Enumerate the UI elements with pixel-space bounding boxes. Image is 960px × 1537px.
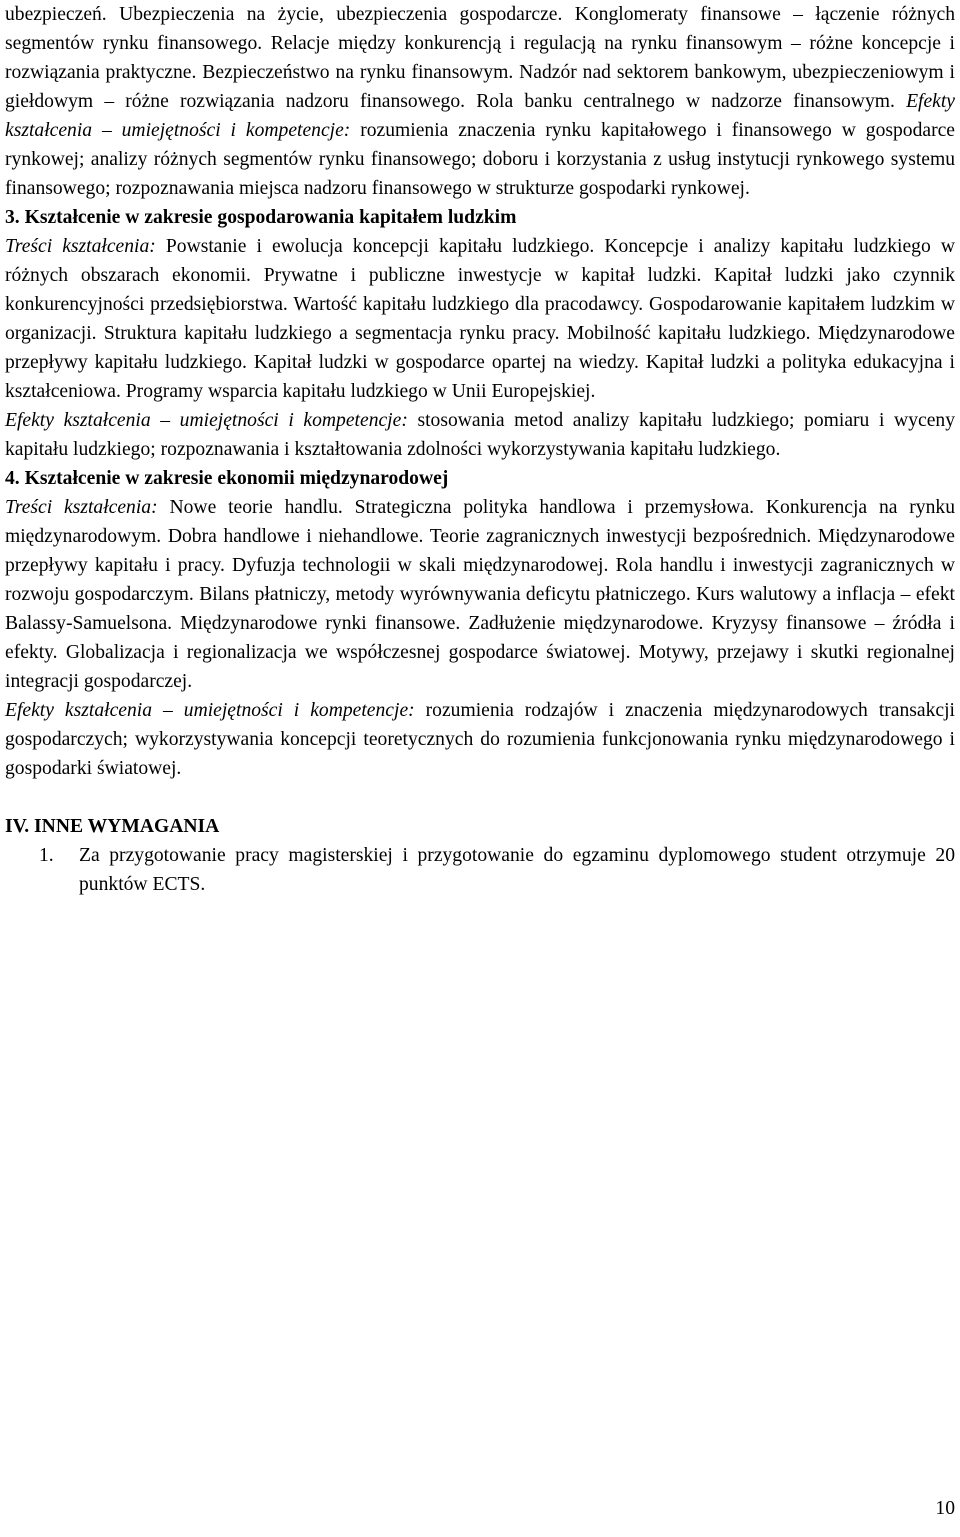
section-iv-heading: IV. INNE WYMAGANIA [5,816,220,837]
intro-text: ubezpieczeń. Ubezpieczenia na życie, ubezpieczenia gospodarcze. Konglomeraty finansowe – łączenie różnych segmentów rynku finansowego. Relacje między konkurencją i regulacją na rynku finansowym – różne koncepcje i rozwiązania praktyczne. Bezpieczeństwo na rynku finansowym. Nadzór nad sektorem bankowym, ubezpieczeniowym i giełdowym – różne rozwiązania nadzoru finansowego. Rola banku centralnego w nadzorze finansowym. [5,4,955,112]
section-4-content-text: Nowe teorie handlu. Strategiczna polityka handlowa i przemysłowa. Konkurencja na rynku międzynarodowym. Dobra handlowe i niehandlowe. Teorie zagranicznych inwestycji bezpośrednich. Międzynarodowe przepływy kapitału i pracy. Dyfuzja technologii w skali międzynarodowej. Rola handlu i inwestycji zagranicznych w rozwoju gospodarczym. Bilans płatniczy, metody wyrównywania deficytu płatniczego. Kurs walutowy a inflacja – efekt Balassy-Samuelsona. Międzynarodowe rynki finansowe. Zadłużenie międzynarodowe. Kryzysy finansowe – źródła i efekty. Globalizacja i regionalizacja we współczesnej gospodarce światowej. Motywy, przejawy i skutki regionalnej integracji gospodarczej. [5,497,955,692]
section-3-effects-text: stosowania metod analizy kapitału ludzkiego; pomiaru i wyceny kapitału ludzkiego; rozpoznawania i kształtowania zdolności wykorzystywania kapitału ludzkiego. [5,410,955,460]
list-item-text: Za przygotowanie pracy magisterskiej i przygotowanie do egzaminu dyplomowego student otrzymuje 20 punktów ECTS. [79,845,955,895]
intro-effects-label: Efekty kształcenia – umiejętności i kompetencje: [5,91,956,141]
section-4-effects-label: Efekty kształcenia – umiejętności i kompetencje: [5,700,415,721]
intro-effects-text: rozumienia znaczenia rynku kapitałowego i finansowego w gospodarce rynkowej; analizy różnych segmentów rynku finansowego; doboru i korzystania z usług instytucji rynkowego systemu finansowego; rozpoznawania miejsca nadzoru finansowego w strukturze gospodarki rynkowej. [5,120,955,199]
section-4-heading: 4. Kształcenie w zakresie ekonomii międzynarodowej [5,468,449,489]
section-3-content [5,232,955,406]
section-3-heading: 3. Kształcenie w zakresie gospodarowania kapitałem ludzkim [5,207,517,228]
list-item-number: 1. [39,845,54,866]
section-4-content-label: Treści kształcenia: [5,497,158,518]
section-3-content-label: Treści kształcenia: [5,236,156,257]
section-3-content-text: Powstanie i ewolucja koncepcji kapitału ludzkiego. Koncepcje i analizy kapitału ludzkiego w różnych obszarach ekonomii. Prywatne i publiczne inwestycje w kapitał ludzki. Kapitał ludzki jako czynnik konkurencyjności przedsiębiorstwa. Wartość kapitału ludzkiego dla pracodawcy. Gospodarowanie kapitałem ludzkim w organizacji. Struktura kapitału ludzkiego a segmentacja rynku pracy. Mobilność kapitału ludzkiego. Międzynarodowe przepływy kapitału ludzkiego. Kapitał ludzki w gospodarce opartej na wiedzy. Kapitał ludzki a polityka edukacyjna i kształceniowa. Programy wsparcia kapitału ludzkiego w Unii Europejskiej. [5,236,955,402]
section-3-effects [5,406,955,464]
section-4-content [5,493,955,696]
requirements-list [5,841,955,899]
section-3-effects-label: Efekty kształcenia – umiejętności i kompetencje: [5,410,408,431]
page-number: 10 [935,1498,955,1519]
section-4-effects [5,696,955,783]
section-4-effects-text: rozumienia rodzajów i znaczenia międzynarodowych transakcji gospodarczych; wykorzystywania koncepcji teoretycznych do rozumienia funkcjonowania rynku międzynarodowego i gospodarki światowej. [5,700,955,779]
intro-paragraph [5,0,955,203]
list-item [5,841,955,899]
document-page [5,0,955,899]
